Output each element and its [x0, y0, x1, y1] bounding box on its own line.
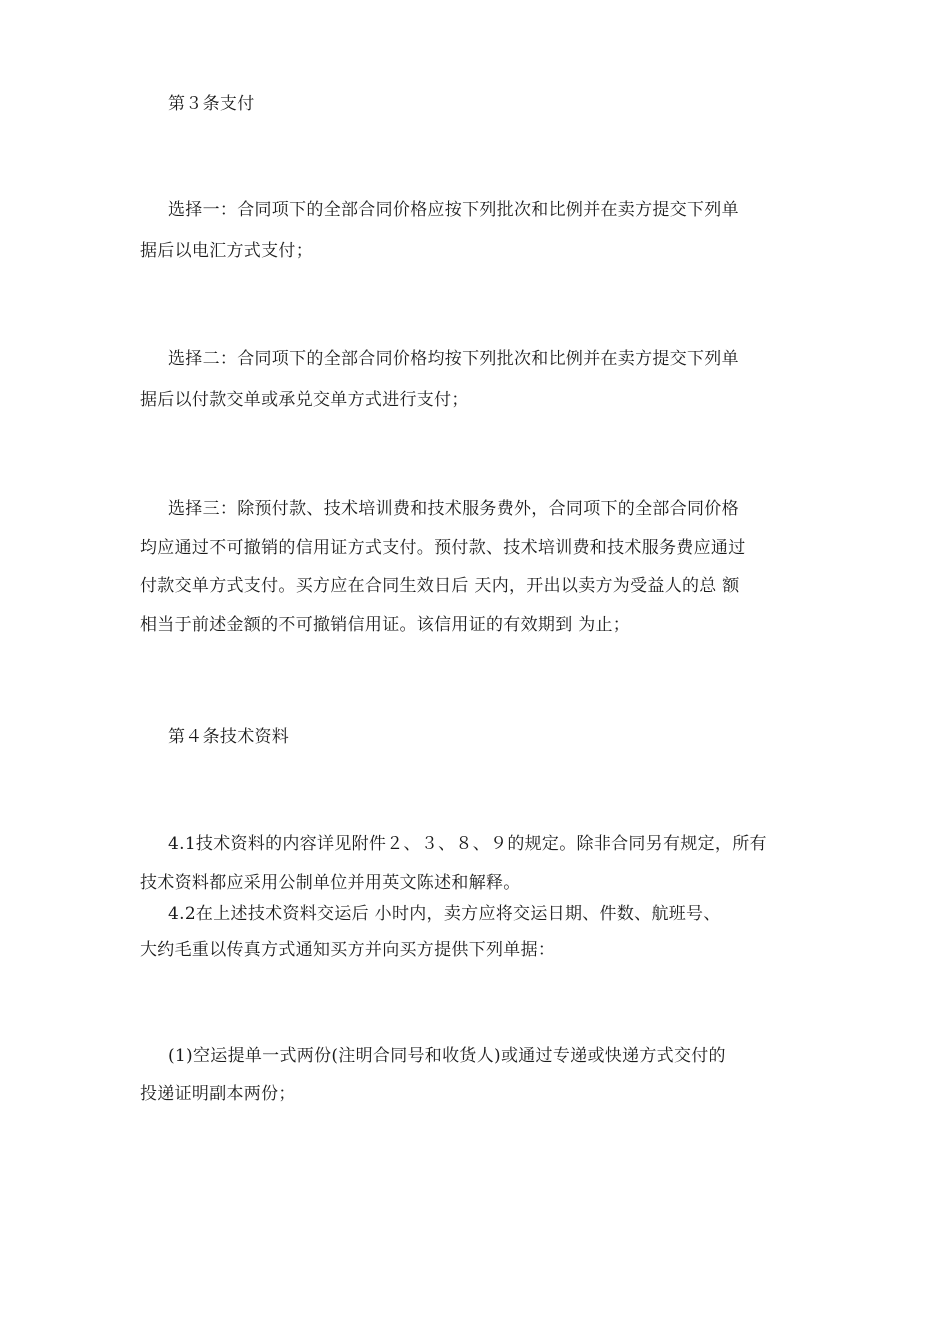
option-1-line-2: 据后以电汇方式支付； — [140, 241, 313, 261]
sub-item-1-line-2: 投递证明副本两份； — [140, 1084, 296, 1104]
option-1-line-1: 选择一：合同项下的全部合同价格应按下列批次和比例并在卖方提交下列单 — [168, 200, 739, 220]
item-4-2-line-2: 大约毛重以传真方式通知买方并向买方提供下列单据： — [140, 940, 556, 960]
option-3-line-4: 相当于前述金额的不可撤销信用证。该信用证的有效期到 为止； — [140, 615, 631, 635]
item-4-1-line-2: 技术资料都应采用公制单位并用英文陈述和解释。 — [140, 873, 521, 893]
option-2-line-1: 选择二：合同项下的全部合同价格均按下列批次和比例并在卖方提交下列单 — [168, 349, 739, 369]
option-3-line-1: 选择三：除预付款、技术培训费和技术服务费外，合同项下的全部合同价格 — [168, 499, 739, 519]
item-4-1-line-1: 4.1技术资料的内容详见附件２、３、８、９的规定。除非合同另有规定，所有 — [168, 834, 767, 854]
item-4-2-line-1: 4.2在上述技术资料交运后 小时内，卖方应将交运日期、件数、航班号、 — [168, 904, 721, 924]
section-3-heading: 第３条支付 — [168, 94, 255, 114]
sub-item-1-line-1: (1)空运提单一式两份(注明合同号和收货人)或通过专递或快递方式交付的 — [168, 1046, 726, 1066]
option-2-line-2: 据后以付款交单或承兑交单方式进行支付； — [140, 390, 469, 410]
section-4-heading: 第４条技术资料 — [168, 727, 290, 747]
option-3-line-2: 均应通过不可撤销的信用证方式支付。预付款、技术培训费和技术服务费应通过 — [140, 538, 746, 558]
option-3-line-3: 付款交单方式支付。买方应在合同生效日后 天内，开出以卖方为受益人的总 额 — [140, 576, 740, 596]
